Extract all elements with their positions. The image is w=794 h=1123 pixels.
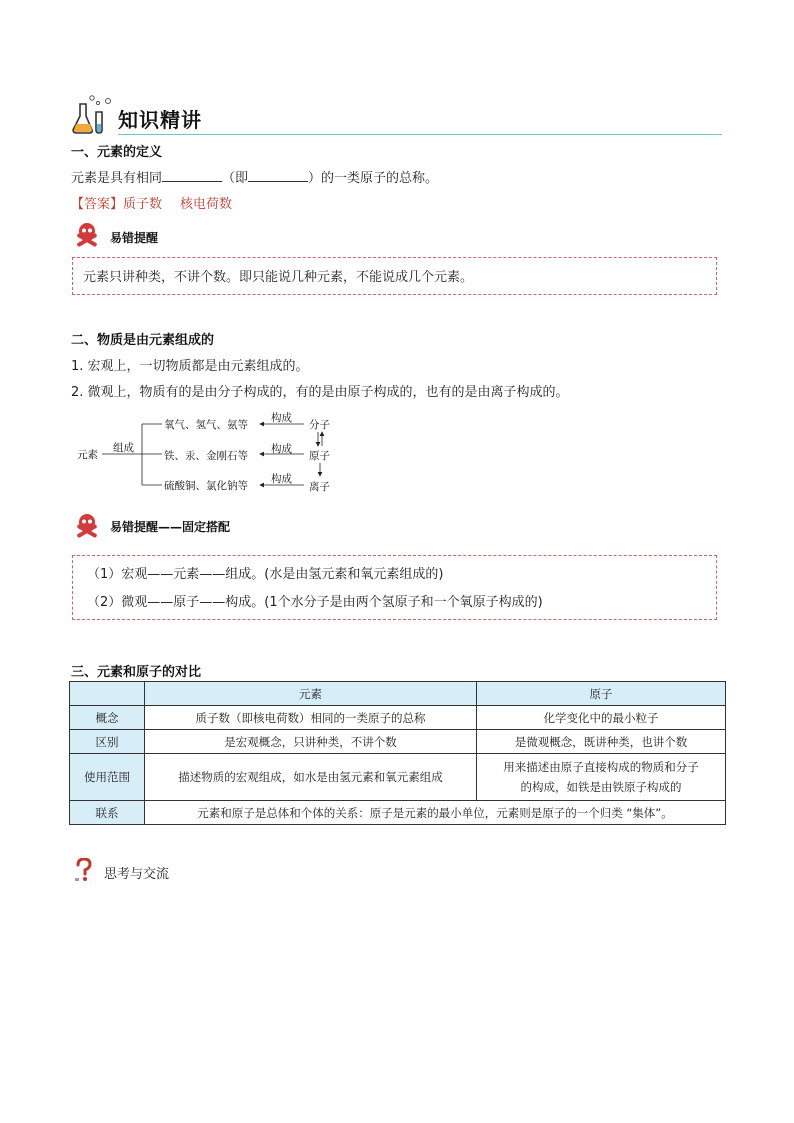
s2-item-1: 1. 宏观上，一切物质都是由元素组成的。 (71, 359, 309, 374)
table-row (70, 730, 726, 754)
row-label-difference: 区别 (70, 730, 145, 754)
cell-r4: 元素和原子是总体和个体的关系：原子是元素的最小单位，元素则是原子的一个归类 “集体”。 (145, 801, 726, 825)
diagram-row-1: 氧气、氢气、氨等 (164, 419, 248, 431)
diagram-row-3: 硫酸铜、氯化钠等 (164, 480, 248, 492)
cell-r3-c2 (477, 754, 726, 801)
question-mark-icon (74, 858, 94, 882)
q-part-c: ）的一类原子的总称。 (308, 171, 439, 186)
diagram-ion: 离子 (309, 481, 330, 493)
diagram-build-label-3: 构成 (271, 473, 292, 485)
diagram-row-2: 铁、汞、金刚石等 (164, 450, 248, 462)
s1-question (71, 167, 438, 186)
diagram-compose-label: 组成 (113, 442, 134, 454)
s1-answer (71, 193, 232, 212)
cell-r2-c2: 是微观概念，既讲种类，也讲个数 (477, 730, 726, 754)
warn-box-2 (72, 555, 717, 620)
table-row (70, 706, 726, 730)
warn-line-2: （2）微观——原子——构成。(1个水分子是由两个氢原子和一个氧原子构成的) (87, 595, 543, 610)
diagram-atom: 原子 (309, 450, 330, 462)
table-row (70, 754, 726, 801)
row-label-usage: 使用范围 (70, 754, 145, 801)
warn-text-1: 元素只讲种类，不讲个数。即只能说几种元素，不能说成几个元素。 (83, 270, 474, 285)
warn-title-2: 易错提醒——固定搭配 (110, 520, 231, 534)
row-label-relation: 联系 (70, 801, 145, 825)
s3-heading: 三、元素和原子的对比 (71, 665, 202, 680)
cell-r2-c1: 是宏观概念，只讲种类，不讲个数 (145, 730, 477, 754)
think-and-discuss: 思考与交流 (104, 867, 170, 882)
cell-r1-c1: 质子数（即核电荷数）相同的一类原子的总称 (145, 706, 477, 730)
section-title: 知识精讲 (118, 108, 202, 132)
blank-2 (248, 169, 308, 182)
diagram-root: 元素 (77, 449, 98, 461)
diagram-molecule: 分子 (309, 419, 330, 431)
skull-icon (74, 512, 100, 540)
lab-flask-icon (70, 94, 114, 134)
s1-heading: 一、元素的定义 (71, 145, 163, 160)
s2-item-2: 2. 微观上，物质有的是由分子构成的，有的是由原子构成的，也有的是由离子构成的。 (71, 385, 569, 400)
blank-1 (162, 169, 222, 182)
cell-r1-c2: 化学变化中的最小粒子 (477, 706, 726, 730)
table-col-atom: 原子 (477, 682, 726, 706)
answer-tag: 【答案】 (71, 197, 124, 212)
diagram-build-label-2: 构成 (271, 443, 292, 455)
cell-r3-c2-line1: 用来描述由原子直接构成的物质和分子 (503, 760, 699, 774)
row-label-concept: 概念 (70, 706, 145, 730)
table-col-element: 元素 (145, 682, 477, 706)
table-row (70, 801, 726, 825)
s2-heading: 二、物质是由元素组成的 (71, 333, 215, 348)
table-header-row (70, 682, 726, 706)
q-part-b: （即 (222, 171, 249, 186)
composition-diagram (70, 408, 350, 498)
header-underline (118, 134, 722, 135)
answer-1: 质子数 (123, 197, 163, 212)
warn-box-1 (72, 257, 717, 295)
table-corner (70, 682, 145, 706)
q-part-a: 元素是具有相同 (71, 171, 163, 186)
skull-icon (74, 221, 100, 249)
diagram-build-label-1: 构成 (271, 412, 292, 424)
warn-line-1: （1）宏观——元素——组成。(水是由氢元素和氧元素组成的) (87, 567, 444, 582)
warn-title-1: 易错提醒 (110, 231, 159, 245)
section-header (70, 94, 722, 136)
comparison-table (69, 681, 726, 825)
cell-r3-c1: 描述物质的宏观组成，如水是由氢元素和氧元素组成 (145, 754, 477, 801)
cell-r3-c2-line2: 的构成，如铁是由铁原子构成的 (520, 780, 682, 794)
answer-2: 核电荷数 (180, 197, 233, 212)
